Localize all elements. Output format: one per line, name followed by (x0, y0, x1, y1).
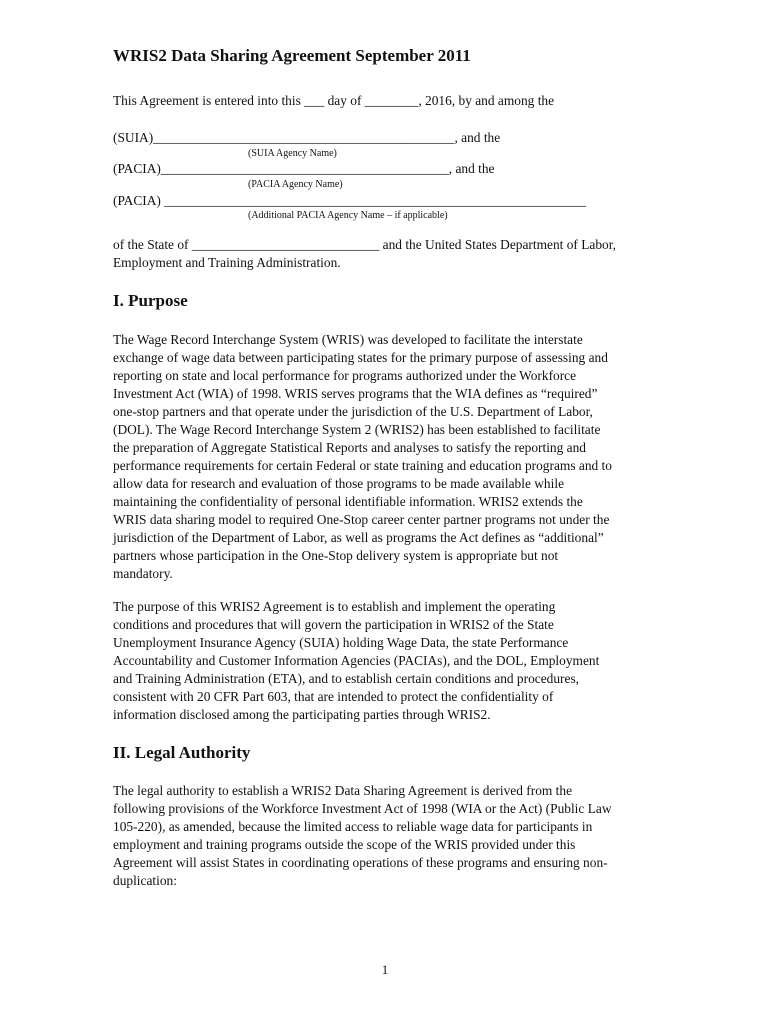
caption-pacia-additional: (Additional PACIA Agency Name – if applicable) (248, 210, 448, 221)
text-line: conditions and procedures that will govern the participation in WRIS2 of the State (113, 617, 554, 632)
party-suia-line: (SUIA)_____________________________________________, and the (113, 130, 501, 145)
state-line-1: of the State of ____________________________ and the United States Department of Labor, (113, 237, 617, 252)
page-number: 1 (381, 962, 389, 977)
section-purpose-heading: I. Purpose (113, 291, 188, 310)
text-line: one-stop partners and that operate under the jurisdiction of the U.S. Department of Labor, (113, 404, 593, 419)
text-line: the preparation of Aggregate Statistical Reports and analyses to satisfy the reporting and (113, 440, 587, 455)
text-line: and Training Administration (ETA), and to establish certain conditions and procedures, (113, 671, 580, 686)
document-title: WRIS2 Data Sharing Agreement September 2011 (113, 46, 471, 65)
text-line: The purpose of this WRIS2 Agreement is to establish and implement the operating (113, 599, 556, 614)
text-line: exchange of wage data between participating states for the primary purpose of assessing and (113, 350, 608, 365)
text-line: WRIS data sharing model to required One-Stop career center partner programs not under the (113, 512, 610, 527)
text-line: following provisions of the Workforce Investment Act of 1998 (WIA or the Act) (Public Law (113, 801, 612, 816)
caption-suia: (SUIA Agency Name) (248, 148, 337, 159)
party-pacia-line: (PACIA)___________________________________________, and the (113, 161, 495, 176)
text-line: The Wage Record Interchange System (WRIS) was developed to facilitate the interstate (113, 332, 583, 347)
text-line: allow data for research and evaluation of those programs to be made available while (113, 476, 565, 491)
text-line: employment and training programs outside the scope of the WRIS provided under this (113, 837, 576, 852)
text-line: reporting on state and local performance for programs authorized under the Workforce (113, 368, 577, 383)
text-line: Agreement will assist States in coordinating operations of these programs and ensuring non- (113, 855, 608, 870)
state-line-2: Employment and Training Administration. (113, 255, 341, 270)
purpose-paragraph-2 (113, 598, 683, 724)
text-line: 105-220), as amended, because the limited access to reliable wage data for participants in (113, 819, 593, 834)
text-line: jurisdiction of the Department of Labor, as well as programs the Act defines as “additional” (113, 530, 604, 545)
text-line: performance requirements for certain Federal or state training and education programs and to (113, 458, 612, 473)
text-line: mandatory. (113, 566, 173, 581)
text-line: duplication: (113, 873, 177, 888)
caption-pacia: (PACIA Agency Name) (248, 179, 343, 190)
text-line: information disclosed among the participating parties through WRIS2. (113, 707, 491, 722)
text-line: The legal authority to establish a WRIS2 Data Sharing Agreement is derived from the (113, 783, 573, 798)
section-legal-authority-heading: II. Legal Authority (113, 743, 251, 762)
text-line: Accountability and Customer Information Agencies (PACIAs), and the DOL, Employment (113, 653, 600, 668)
intro-line: This Agreement is entered into this ___ day of ________, 2016, by and among the (113, 93, 555, 108)
text-line: maintaining the confidentiality of personal identifiable information. WRIS2 extends the (113, 494, 583, 509)
text-line: (DOL). The Wage Record Interchange System 2 (WRIS2) has been established to facilitate (113, 422, 601, 437)
text-line: partners whose participation in the One-Stop delivery system is appropriate but not (113, 548, 559, 563)
legal-authority-paragraph (113, 782, 683, 890)
text-line: consistent with 20 CFR Part 603, that are intended to protect the confidentiality of (113, 689, 554, 704)
party-pacia-additional-line: (PACIA) _______________________________________________________________ (113, 193, 587, 208)
text-line: Unemployment Insurance Agency (SUIA) holding Wage Data, the state Performance (113, 635, 569, 650)
text-line: Investment Act (WIA) of 1998. WRIS serves programs that the WIA defines as “required” (113, 386, 598, 401)
purpose-paragraph-1 (113, 331, 683, 583)
